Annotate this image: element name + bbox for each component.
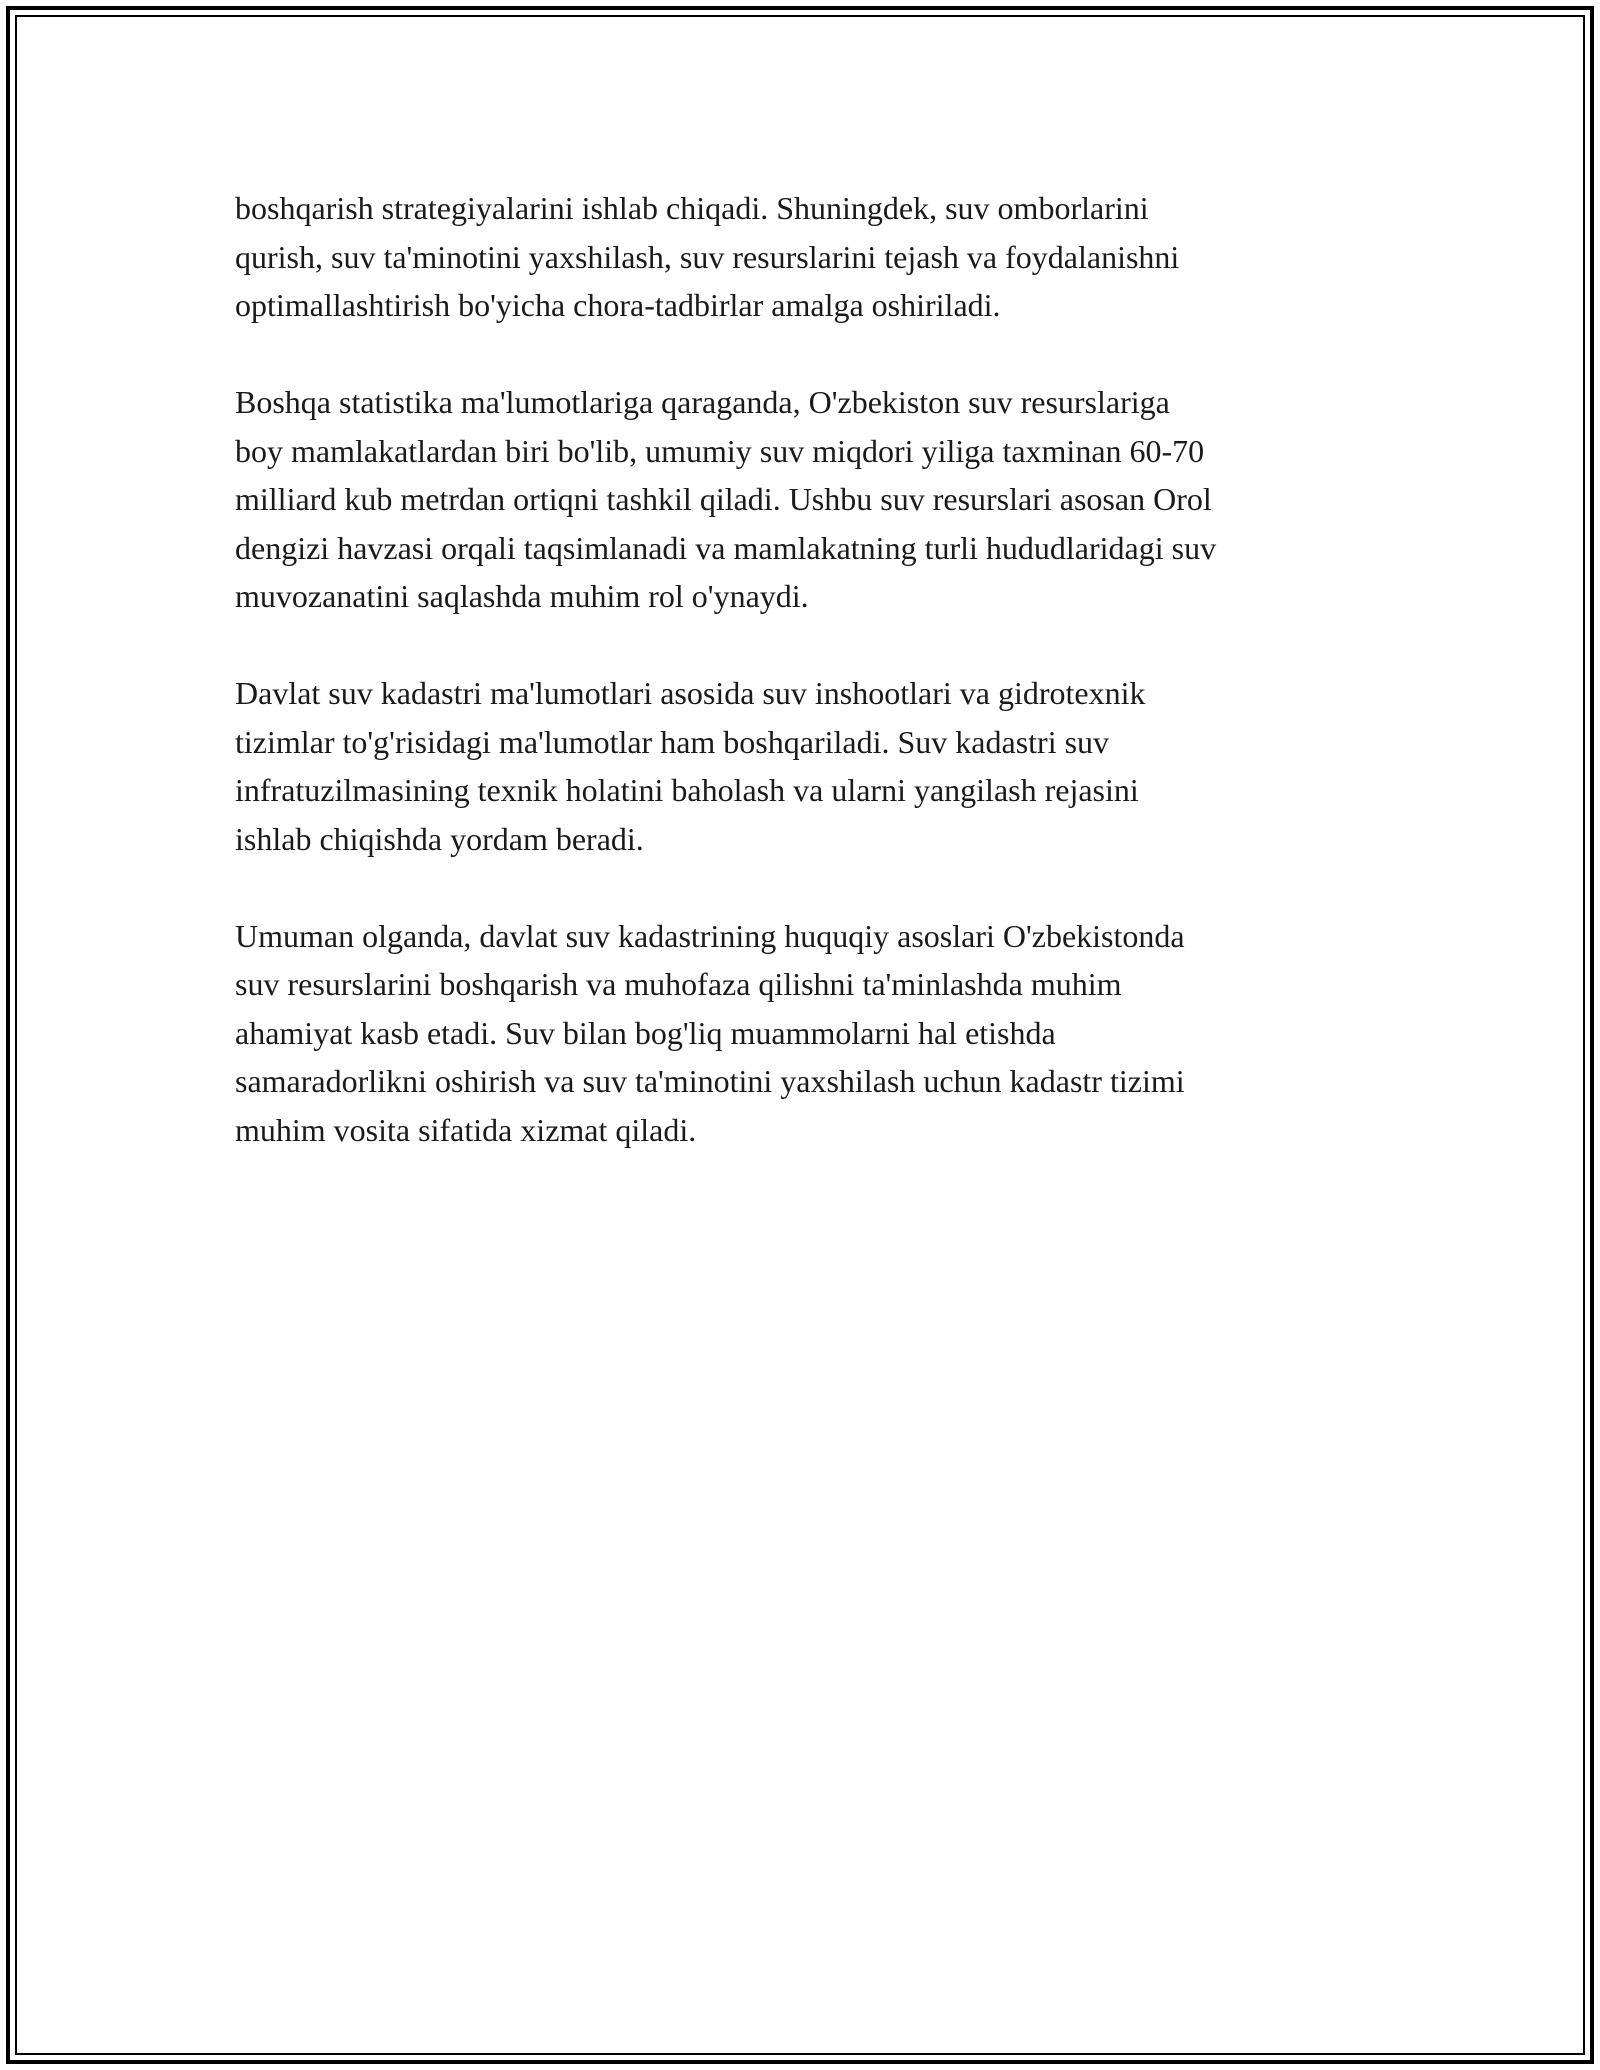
text-line: qurish, suv ta'minotini yaxshilash, suv resurslarini tejash va foydalanishni (235, 238, 1180, 275)
text-line: muvozanatini saqlashda muhim rol o'ynaydi. (235, 578, 809, 614)
text-line: optimallashtirish bo'yicha chora-tadbirlar amalga oshiriladi. (235, 287, 1001, 323)
text-line: boshqarish strategiyalarini ishlab chiqadi. Shuningdek, suv omborlarini (235, 190, 1149, 226)
text-line: Boshqa statistika ma'lumotlariga qaraganda, O'zbekiston suv resurslariga (235, 384, 1170, 420)
paragraph-2 (235, 378, 1375, 621)
text-line: muhim vosita sifatida xizmat qiladi. (235, 1111, 697, 1148)
text-line: ishlab chiqishda yordam beradi. (235, 820, 644, 857)
text-line: suv resurslarini boshqarish va muhofaza qilishni ta'minlashda muhim (235, 966, 1122, 1002)
document-body (235, 184, 1375, 1203)
text-line: Davlat suv kadastri ma'lumotlari asosida suv inshootlari va gidrotexnik (235, 675, 1146, 711)
paragraph-1 (235, 184, 1375, 330)
text-line: milliard kub metrdan ortiqni tashkil qiladi. Ushbu suv resurslari asosan Orol (235, 481, 1212, 517)
text-line: samaradorlikni oshirish va suv ta'minotini yaxshilash uchun kadastr tizimi (235, 1063, 1185, 1099)
text-line: ahamiyat kasb etadi. Suv bilan bog'liq muammolarni hal etishda (235, 1014, 1056, 1051)
text-line: tizimlar to'g'risidagi ma'lumotlar ham boshqariladi. Suv kadastri suv (235, 723, 1110, 760)
text-line: infratuzilmasining texnik holatini baholash va ularni yangilash rejasini (235, 772, 1139, 808)
paragraph-4 (235, 912, 1375, 1155)
text-line: Umuman olganda, davlat suv kadastrining huquqiy asoslari O'zbekistonda (235, 917, 1185, 954)
text-line: boy mamlakatlardan biri bo'lib, umumiy suv miqdori yiliga taxminan 60-70 (235, 432, 1205, 469)
text-line: dengizi havzasi orqali taqsimlanadi va mamlakatning turli hududlaridagi suv (235, 529, 1217, 566)
paragraph-3 (235, 669, 1375, 863)
